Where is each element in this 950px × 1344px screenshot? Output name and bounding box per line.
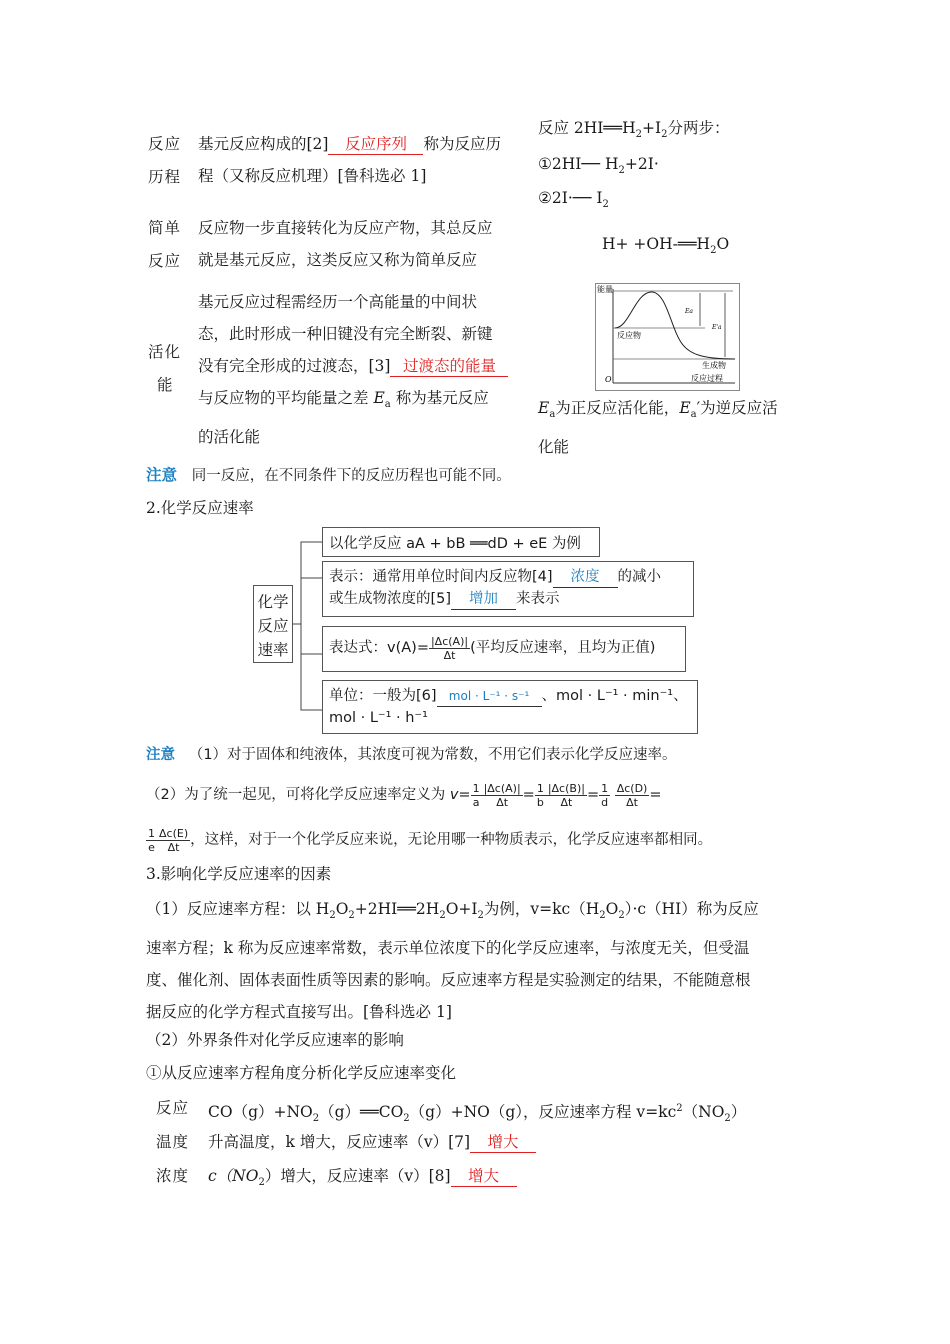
label-simple-reaction: 简单 反应	[148, 219, 182, 270]
hi-decomposition-intro: 反应 $2HI══H_2+I_2$分两步：	[538, 119, 730, 140]
answer-5: 增加	[451, 589, 516, 610]
no2-reaction-equation: $CO(g)+NO_2(g)══CO_2(g)+NO(g)$，反应速率方程 $v=kc^2(NO_2)$	[208, 1103, 747, 1124]
product-label: 生成物	[702, 361, 726, 370]
rate-equation-analysis-heading: ①从反应速率方程角度分析化学反应速率变化	[146, 1064, 457, 1082]
label-reaction: 反应	[156, 1099, 190, 1117]
pathway-definition: 基元反应构成的[2] 反应序列 称为反应历 程（又称反应机理）[鲁科选必 1]	[198, 135, 501, 185]
rate-root-box: 化学 反应 速率	[253, 585, 293, 663]
hi-step-1: ①2HI── $H_2+2I\cdot$	[538, 155, 659, 176]
energy-diagram-caption: $E_a$为正反应活化能，$E_a'$为逆反应活 化能	[538, 399, 778, 456]
answer-8: 增大	[451, 1166, 517, 1187]
neutralization-equation: $H+ +OH-══H_2O$	[602, 235, 730, 256]
reactant-label: 反应物	[617, 331, 641, 340]
label-pathway: 反应 历程	[148, 135, 182, 186]
rate-bracket	[293, 530, 323, 740]
origin-label: O	[605, 375, 612, 384]
activation-energy-definition: 基元反应过程需经历一个高能量的中间状 态，此时形成一种旧键没有完全断裂、新键 没有完全形成的过渡态，[3] 过渡态的能量 与反应物的平均能量之差 $E_a$ 称为基元反应 的活化能	[198, 286, 533, 453]
answer-2: 反应序列	[328, 134, 423, 155]
external-conditions-heading: （2）外界条件对化学反应速率的影响	[146, 1031, 404, 1049]
rate-fraction: $\frac{|\Delta c(A)|}{\Delta t}$	[430, 634, 469, 662]
concentration-effect: $c(NO_2)$增大，反应速率（v）[8] 增大	[208, 1160, 517, 1199]
temperature-effect: 升高温度，k 增大，反应速率（v）[7] 增大	[208, 1126, 536, 1159]
hi-step-2: ②2I·── $I_2$	[538, 189, 609, 210]
label-activation-energy: 活化 能	[148, 343, 182, 394]
answer-6: mol · L⁻¹ · s⁻¹	[437, 686, 542, 707]
label-temperature: 温度	[156, 1133, 190, 1151]
rate-equation-paragraph: （1）反应速率方程：以 $H_2O_2+2HI══2H_2O+I_2$为例，$v=kc(H_2O_2)\cdot c(HI)$称为反应 速率方程；k 称为反应速率常数，表示单位浓度下的化学反应速率，与浓度无关，但受温 度、催化剂、固体表面性质等因素的影响。反应速率方程是实验测定的结果，不能随意根 据反应的化学方程式直接写出。[鲁科选必 1]	[146, 900, 759, 1021]
note-2-item-2-line-2: $\frac{1}{e}$ $\frac{\Delta c(E)}{\Delta t}$ ，这样，对于一个化学反应来说，无论用哪一种物质表示，化学反应速率都相同。	[148, 826, 713, 854]
note-2-item-1: 注意 （1）对于固体和纯液体，其浓度可视为常数，不用它们表示化学反应速率。	[146, 747, 677, 763]
simple-reaction-definition: 反应物一步直接转化为反应产物，其总反应 就是基元反应，这类反应又称为简单反应	[198, 219, 493, 269]
rate-box-units: 单位：一般为[6] mol · L⁻¹ · s⁻¹ 、mol · L⁻¹ · min⁻¹、 mol · L⁻¹ · h⁻¹	[322, 680, 698, 734]
rate-box-example: 以化学反应 aA + bB ══dD + eE 为例	[322, 527, 600, 557]
section-3-title: 3.影响化学反应速率的因素	[146, 865, 332, 883]
rate-box-formula: 表达式：v(A)= $\frac{|\Delta c(A)|}{\Delta t}$ (平均反应速率，且均为正值)	[322, 626, 686, 672]
bracket-line-2	[301, 578, 323, 624]
label-concentration: 浓度	[156, 1167, 190, 1185]
bracket-line-4	[301, 624, 323, 710]
note-1: 注意 同一反应，在不同条件下的反应历程也可能不同。	[146, 466, 511, 484]
energy-profile-diagram	[595, 283, 740, 391]
ea-label: Ea	[685, 308, 693, 315]
answer-7: 增大	[470, 1132, 536, 1153]
ea-prime-label: E'a	[712, 324, 722, 331]
y-axis-label: 能量	[597, 285, 613, 294]
rate-box-expression-method: 表示：通常用单位时间内反应物[4] 浓度 的减小 或生成物浓度的[5] 增加 来表示	[322, 561, 694, 617]
answer-4: 浓度	[553, 567, 618, 588]
note-2-item-2-line-1: （2）为了统一起见，可将化学反应速率定义为 v= $\frac{1}{a}$ $\frac{|\Delta c(A)|}{\Delta t}$ = $\frac{1}{b}$ $\frac{|\Delta c(B)|}{\Delta t}$ = $\frac{1}{d}$ $\frac{\Delta c(D)}{\Delta t}$ =	[146, 781, 662, 809]
bracket-line-3	[301, 624, 323, 654]
bracket-line-1	[293, 542, 323, 624]
section-2-title: 2.化学反应速率	[146, 499, 254, 517]
answer-3: 过渡态的能量	[390, 356, 508, 377]
x-axis-label: 反应过程	[691, 374, 723, 383]
